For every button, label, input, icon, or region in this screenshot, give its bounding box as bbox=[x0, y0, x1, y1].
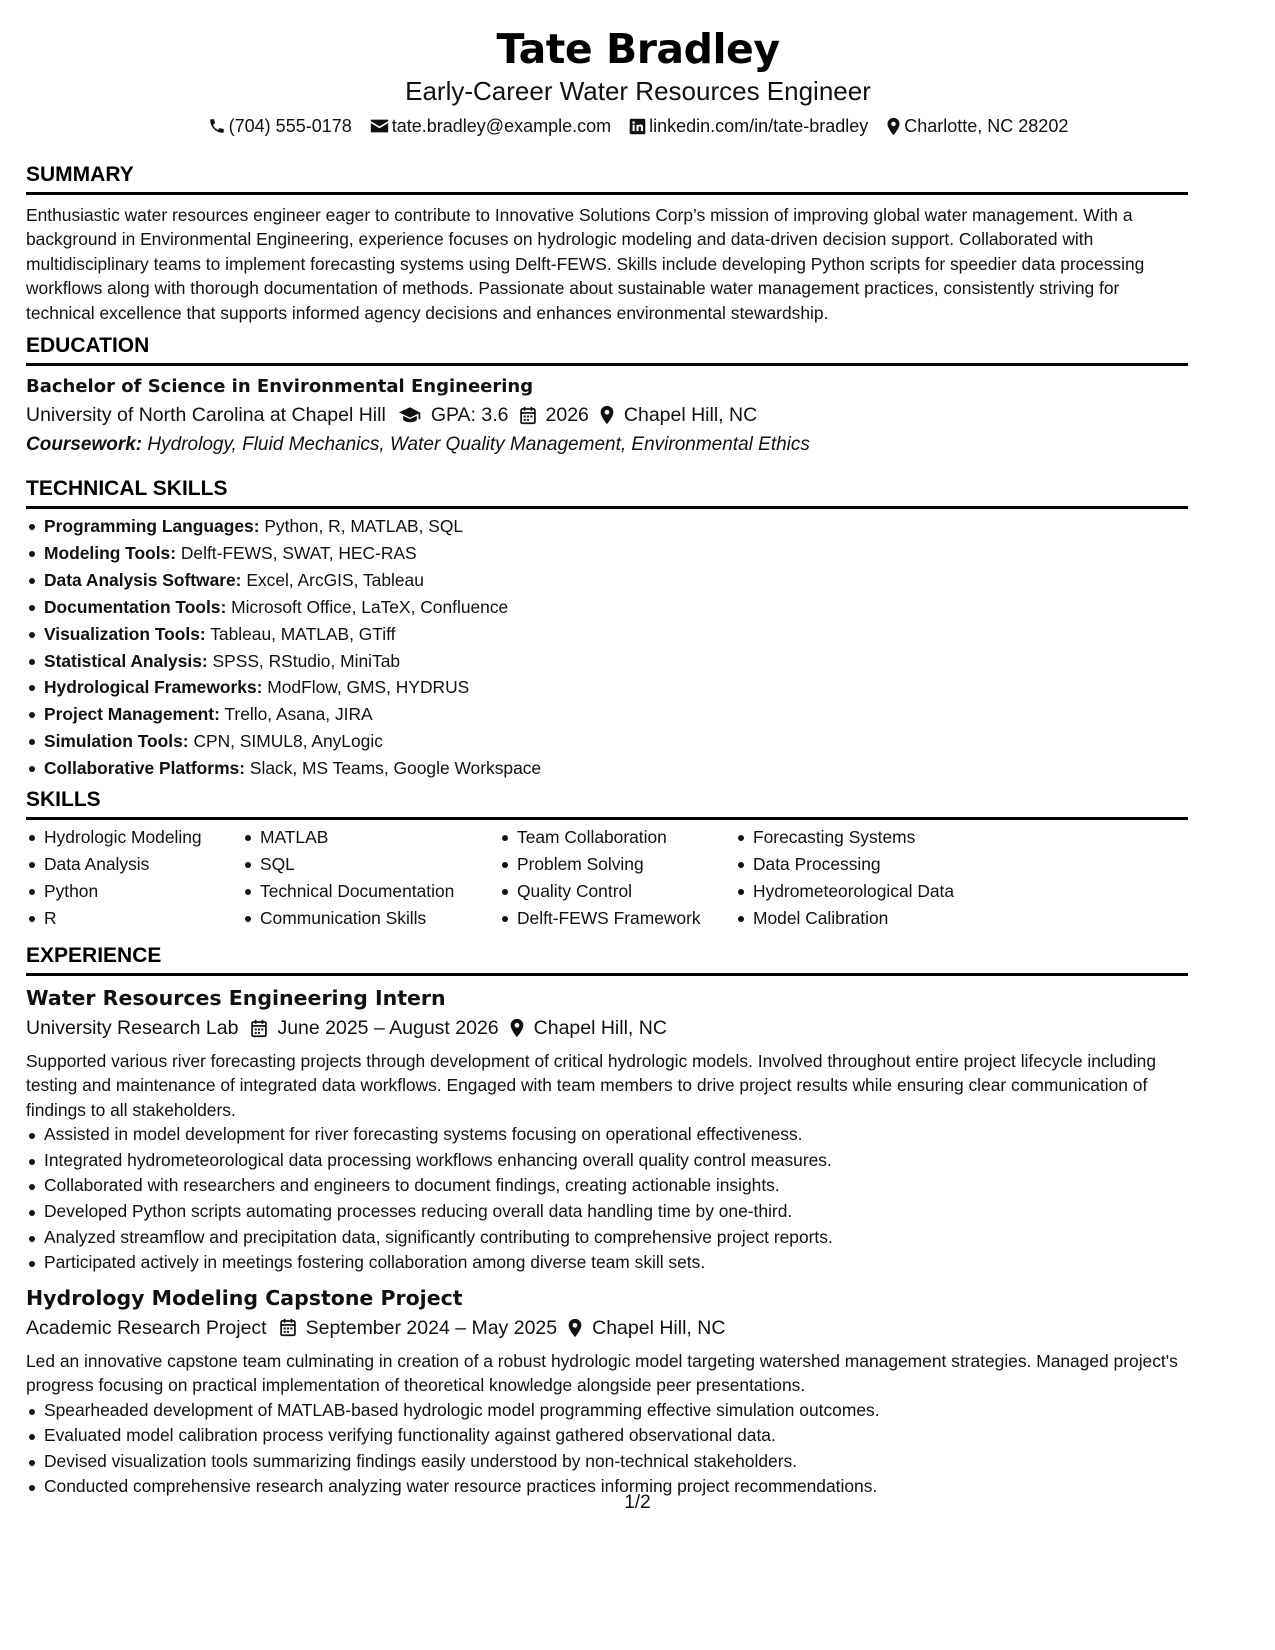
phone-icon bbox=[208, 117, 226, 135]
job-meta bbox=[26, 1313, 1188, 1343]
skill-category-value: CPN, SIMUL8, AnyLogic bbox=[193, 731, 383, 752]
job-location: Chapel Hill, NC bbox=[592, 1316, 726, 1339]
list-item: Devised visualization tools summarizing findings easily understood by non-technical stakeholders. bbox=[26, 1449, 1188, 1475]
graduation-cap-icon bbox=[398, 406, 422, 424]
location-pin-icon bbox=[567, 1318, 583, 1338]
skills-section bbox=[26, 787, 1188, 932]
list-item bbox=[26, 567, 1188, 594]
skills-column bbox=[499, 824, 735, 932]
skill-category-value: Excel, ArcGIS, Tableau bbox=[246, 569, 424, 590]
skill-category-label: Documentation Tools: bbox=[44, 596, 227, 617]
job-organization: University Research Lab bbox=[26, 1017, 239, 1039]
job-dates: September 2024 – May 2025 bbox=[305, 1316, 558, 1339]
list-item: Model Calibration bbox=[735, 905, 995, 932]
list-item: MATLAB bbox=[242, 824, 499, 851]
skill-category-label: Collaborative Platforms: bbox=[44, 758, 246, 779]
summary-heading: SUMMARY bbox=[26, 162, 1188, 195]
candidate-name: Tate Bradley bbox=[496, 25, 780, 73]
skill-category-value: Python, R, MATLAB, SQL bbox=[264, 516, 464, 536]
education-section bbox=[26, 333, 1188, 460]
technical-skills-heading: TECHNICAL SKILLS bbox=[26, 476, 1188, 509]
summary-text: Enthusiastic water resources engineer eager to contribute to Innovative Solutions Corp’s mission of improving global water management. With a background in Environmental Engineering, experience focuses on hydrologic modeling and data-driven decision support. Collaborated with multidisciplinary teams to implement forecasting systems using Delft-FEWS. Skills include developing Python scripts for speedier data processing workflows along with thorough documentation of methods. Passionate about sustainable water management practices, consistently striving for technical excellence that supports informed agency decisions and enhances environmental stewardship. bbox=[26, 205, 1145, 323]
list-item: Team Collaboration bbox=[499, 824, 735, 851]
list-item: Collaborated with researchers and engineers to document findings, creating actionable insights. bbox=[26, 1173, 1188, 1199]
resume-header bbox=[26, 0, 1250, 138]
job-organization: Academic Research Project bbox=[26, 1316, 267, 1339]
calendar-icon bbox=[250, 1019, 268, 1038]
list-item bbox=[26, 728, 1188, 755]
experience-entry bbox=[26, 1283, 1188, 1500]
list-item bbox=[26, 621, 1188, 648]
contact-location bbox=[886, 114, 1068, 138]
skill-category-label: Statistical Analysis: bbox=[44, 650, 208, 671]
skill-category-label: Visualization Tools: bbox=[44, 623, 206, 644]
education-meta bbox=[26, 400, 1188, 430]
coursework-list: Hydrology, Fluid Mechanics, Water Quality Management, Environmental Ethics bbox=[147, 434, 810, 455]
gpa-text: GPA: 3.6 bbox=[430, 404, 509, 426]
list-item: Participated actively in meetings fostering collaboration among diverse team skill sets. bbox=[26, 1250, 1188, 1276]
skill-category-value: Microsoft Office, LaTeX, Confluence bbox=[231, 596, 509, 617]
list-item: Data Analysis bbox=[26, 851, 242, 878]
list-item: Developed Python scripts automating processes reducing overall data handling time by one-third. bbox=[26, 1199, 1188, 1225]
contact-phone bbox=[208, 114, 352, 138]
job-bullets bbox=[26, 1122, 1188, 1276]
phone-text: (704) 555-0178 bbox=[228, 116, 352, 136]
degree-title: Bachelor of Science in Environmental Engineering bbox=[26, 376, 534, 397]
experience-entry bbox=[26, 983, 1188, 1276]
page-number: 1/2 bbox=[624, 1492, 651, 1513]
skills-grid bbox=[26, 824, 1188, 932]
list-item: Analyzed streamflow and precipitation data, significantly contributing to comprehensive project reports. bbox=[26, 1225, 1188, 1251]
job-title: Hydrology Modeling Capstone Project bbox=[26, 1285, 463, 1310]
list-item: R bbox=[26, 905, 242, 932]
skills-heading: SKILLS bbox=[26, 787, 1188, 820]
linkedin-icon bbox=[629, 118, 646, 135]
list-item: Evaluated model calibration process verifying functionality against gathered observational data. bbox=[26, 1423, 1188, 1449]
email-icon bbox=[370, 118, 389, 134]
list-item: Spearheaded development of MATLAB-based hydrologic model programming effective simulation outcomes. bbox=[26, 1398, 1188, 1424]
skill-category-label: Hydrological Frameworks: bbox=[44, 677, 263, 698]
job-title: Water Resources Engineering Intern bbox=[26, 986, 446, 1010]
skill-category-label: Data Analysis Software: bbox=[44, 569, 242, 590]
list-item: Forecasting Systems bbox=[735, 824, 995, 851]
summary-section bbox=[26, 162, 1188, 325]
candidate-title: Early-Career Water Resources Engineer bbox=[405, 76, 871, 106]
contact-linkedin[interactable] bbox=[629, 114, 868, 138]
skill-category-label: Project Management: bbox=[44, 704, 220, 725]
list-item bbox=[26, 701, 1188, 728]
skill-category-label: Simulation Tools: bbox=[44, 731, 189, 752]
skills-column bbox=[26, 824, 242, 932]
job-meta bbox=[26, 1013, 1188, 1043]
coursework-line bbox=[26, 430, 1188, 460]
linkedin-link[interactable]: linkedin.com/in/tate-bradley bbox=[649, 116, 869, 136]
list-item bbox=[26, 540, 1188, 567]
location-pin-icon bbox=[886, 117, 901, 136]
job-bullets bbox=[26, 1398, 1188, 1500]
calendar-icon bbox=[279, 1318, 297, 1337]
list-item bbox=[26, 674, 1188, 701]
graduation-year: 2026 bbox=[545, 404, 589, 426]
list-item: Assisted in model development for river forecasting systems focusing on operational effectiveness. bbox=[26, 1122, 1188, 1148]
school-location: Chapel Hill, NC bbox=[623, 404, 758, 426]
job-dates: June 2025 – August 2026 bbox=[277, 1017, 499, 1039]
list-item: Problem Solving bbox=[499, 851, 735, 878]
skill-category-label: Programming Languages: bbox=[44, 516, 260, 536]
list-item: Python bbox=[26, 878, 242, 905]
contact-bar bbox=[26, 114, 1250, 138]
coursework-label: Coursework: bbox=[26, 434, 143, 455]
list-item bbox=[26, 755, 1188, 782]
experience-section bbox=[26, 943, 1188, 1500]
job-description: Led an innovative capstone team culminating in creation of a robust hydrologic model targeting watershed management strategies. Managed project's progress focusing on practical implementation of theoretical knowledge alongside peer presentations. bbox=[26, 1350, 1178, 1396]
school-name: University of North Carolina at Chapel Hill bbox=[26, 404, 386, 426]
calendar-icon bbox=[519, 406, 537, 425]
list-item: Communication Skills bbox=[242, 905, 499, 932]
job-location: Chapel Hill, NC bbox=[533, 1017, 667, 1039]
list-item: Integrated hydrometeorological data processing workflows enhancing overall quality control measures. bbox=[26, 1148, 1188, 1174]
list-item: Hydrologic Modeling bbox=[26, 824, 242, 851]
skill-category-value: Delft-FEWS, SWAT, HEC-RAS bbox=[180, 542, 417, 563]
job-description: Supported various river forecasting projects through development of critical hydrologic models. Involved throughout entire project lifecycle including testing and maintenance of integrated data workflows. Engaged with team members to drive project results while ensuring clear communication of findings to all stakeholders. bbox=[26, 1051, 1157, 1120]
contact-email[interactable] bbox=[370, 114, 611, 138]
email-link[interactable]: tate.bradley@example.com bbox=[391, 116, 612, 136]
skill-category-value: Tableau, MATLAB, GTiff bbox=[210, 623, 396, 644]
skill-category-label: Modeling Tools: bbox=[44, 542, 177, 563]
location-text: Charlotte, NC 28202 bbox=[904, 116, 1069, 136]
list-item: Conducted comprehensive research analyzing water resource practices informing project recommendations. bbox=[26, 1474, 1188, 1500]
location-pin-icon bbox=[509, 1018, 525, 1038]
education-heading: EDUCATION bbox=[26, 333, 1188, 366]
list-item: Hydrometeorological Data bbox=[735, 878, 995, 905]
skills-column bbox=[735, 824, 995, 932]
skill-category-value: ModFlow, GMS, HYDRUS bbox=[267, 677, 470, 698]
list-item bbox=[26, 513, 1188, 540]
list-item bbox=[26, 648, 1188, 675]
skill-category-value: SPSS, RStudio, MiniTab bbox=[212, 650, 401, 671]
skills-column bbox=[242, 824, 499, 932]
list-item: SQL bbox=[242, 851, 499, 878]
list-item: Data Processing bbox=[735, 851, 995, 878]
list-item bbox=[26, 594, 1188, 621]
experience-heading: EXPERIENCE bbox=[26, 943, 1188, 976]
technical-skills-list bbox=[26, 513, 1188, 782]
list-item: Quality Control bbox=[499, 878, 735, 905]
list-item: Delft-FEWS Framework bbox=[499, 905, 735, 932]
skill-category-value: Trello, Asana, JIRA bbox=[224, 704, 373, 725]
location-pin-icon bbox=[599, 405, 615, 425]
resume-page bbox=[26, 0, 1250, 1497]
list-item: Technical Documentation bbox=[242, 878, 499, 905]
skill-category-value: Slack, MS Teams, Google Workspace bbox=[249, 758, 542, 779]
technical-skills-section bbox=[26, 476, 1188, 782]
